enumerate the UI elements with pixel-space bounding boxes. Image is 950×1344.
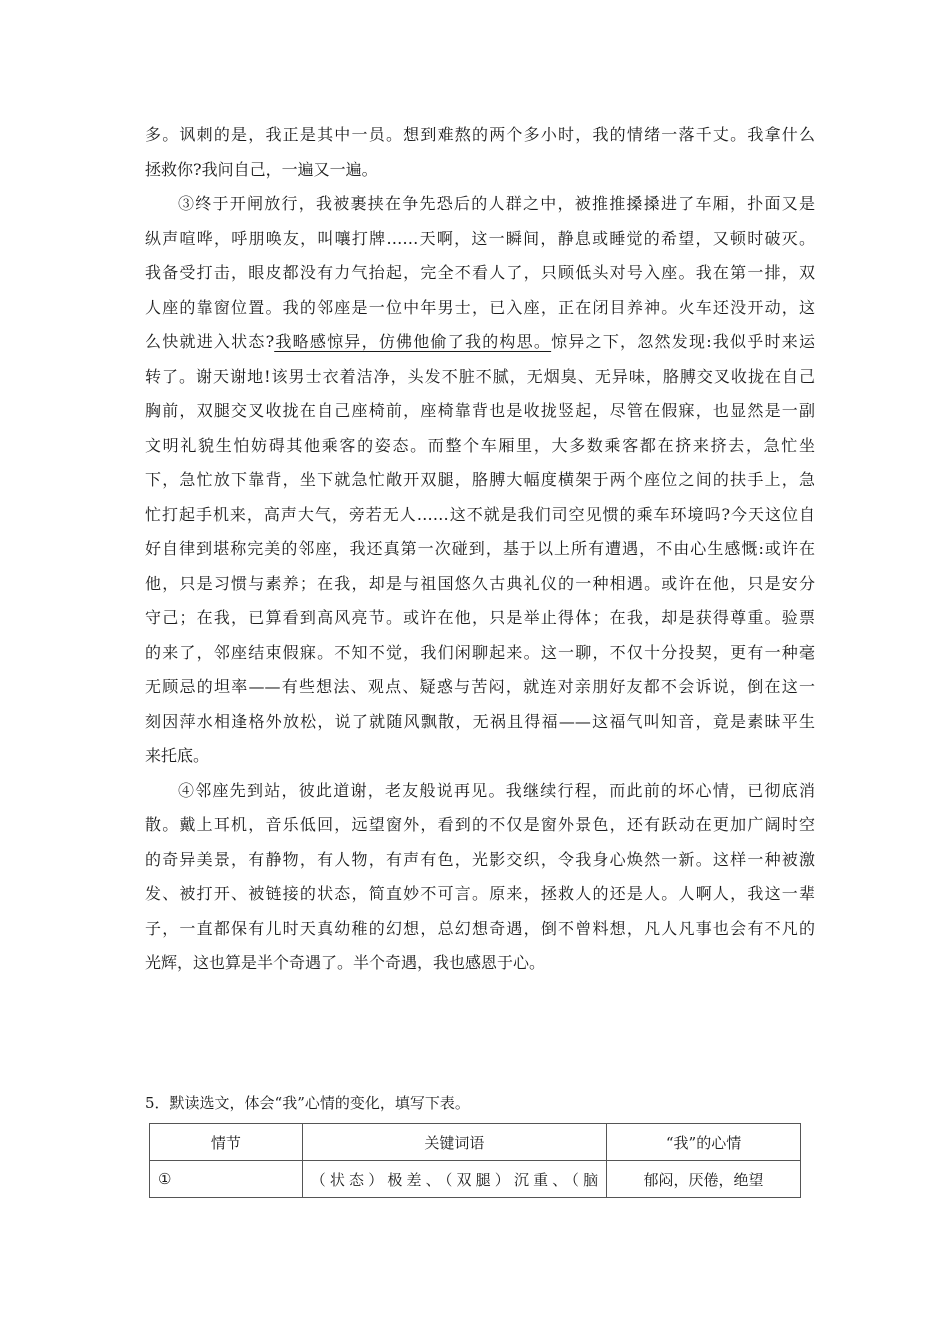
passage-line: 好自律到堪称完美的邻座，我还真第一次碰到，基于以上所有遭遇，不由心生感慨:或许在 bbox=[145, 539, 815, 558]
question-prompt: 5．默读选文，体会“我”心情的变化，填写下表。 bbox=[145, 1094, 470, 1112]
passage-line: 散。戴上耳机，音乐低回，远望窗外，看到的不仅是窗外景色，还有跃动在更加广阔时空 bbox=[145, 815, 815, 834]
header-mood: “我”的心情 bbox=[607, 1124, 801, 1161]
passage-line: 光辉，这也算是半个奇遇了。半个奇遇，我也感恩于心。 bbox=[145, 953, 546, 972]
passage-line: 多。讽刺的是，我正是其中一员。想到难熬的两个多小时，我的情绪一落千丈。我拿什么 bbox=[145, 125, 815, 144]
passage-segment: 么快就进入状态? bbox=[145, 332, 275, 351]
passage-line: 守己；在我，已算看到高风亮节。或许在他，只是举止得体；在我，却是获得尊重。验票 bbox=[145, 608, 815, 627]
passage-line: 转了。谢天谢地!该男士衣着洁净，头发不脏不腻，无烟臭、无异味，胳膊交叉收拢在自己 bbox=[145, 366, 815, 386]
passage-line: 发、被打开、被链接的状态，简直妙不可言。原来，拯救人的还是人。人啊人，我这一辈 bbox=[145, 884, 815, 903]
header-plot: 情节 bbox=[150, 1124, 303, 1161]
passage-line: 我备受打击，眼皮都没有力气抬起，完全不看人了，只顾低头对号入座。我在第一排，双 bbox=[145, 263, 815, 282]
reading-passage bbox=[145, 118, 815, 981]
passage-line: ④邻座先到站，彼此道谢，老友般说再见。我继续行程，而此前的坏心情，已彻底消 bbox=[178, 780, 815, 800]
underlined-sentence: 我略感惊异，仿佛他偷了我的构思。 bbox=[274, 332, 552, 351]
passage-line: 的奇异美景，有静物，有人物，有声有色，光影交织，令我身心焕然一新。这样一种被激 bbox=[145, 849, 815, 869]
passage-line: 他，只是习惯与素养；在我，却是与祖国悠久古典礼仪的一种相遇。或许在他，只是安分 bbox=[145, 573, 815, 593]
answer-table bbox=[149, 1123, 801, 1198]
passage-line: 刻因萍水相逢格外放松，说了就随风飘散，无祸且得福——这福气叫知音，竟是素昧平生 bbox=[145, 711, 815, 731]
passage-line: 下，急忙放下靠背，坐下就急忙敞开双腿，胳膊大幅度横架于两个座位之间的扶手上，急 bbox=[145, 470, 815, 489]
passage-line: 无顾忌的坦率——有些想法、观点、疑惑与苦闷，就连对亲朋好友都不会诉说，倒在这一 bbox=[145, 677, 815, 696]
cell-mood: 郁闷，厌倦，绝望 bbox=[607, 1161, 801, 1198]
passage-line-with-underline bbox=[145, 325, 815, 360]
passage-line: 拯救你?我问自己，一遍又一遍。 bbox=[145, 159, 378, 179]
cell-keywords: （状态）极差、（双腿）沉重、（脑 bbox=[302, 1161, 606, 1198]
passage-line: 人座的靠窗位置。我的邻座是一位中年男士，已入座，正在闭目养神。火车还没开动，这 bbox=[145, 297, 815, 317]
passage-line: 文明礼貌生怕妨碍其他乘客的姿态。而整个车厢里，大多数乘客都在挤来挤去，急忙坐 bbox=[145, 435, 815, 455]
passage-line: 纵声喧哗，呼朋唤友，叫嚷打牌……天啊，这一瞬间，静息或睡觉的希望，又顿时破灭。 bbox=[145, 228, 815, 248]
passage-line: ③终于开闸放行，我被裹挟在争先恐后的人群之中，被推推搡搡进了车厢，扑面又是 bbox=[178, 194, 815, 213]
cell-plot: ① bbox=[150, 1161, 303, 1198]
passage-segment: 惊异之下，忽然发现:我似乎时来运 bbox=[551, 332, 815, 351]
passage-line: 子，一直都保有儿时天真幼稚的幻想，总幻想奇遇，倒不曾料想，凡人凡事也会有不凡的 bbox=[145, 918, 815, 938]
header-keywords: 关键词语 bbox=[302, 1124, 606, 1161]
passage-line: 忙打起手机来，高声大气，旁若无人……这不就是我们司空见惯的乘车环境吗?今天这位自 bbox=[145, 504, 815, 524]
passage-line: 的来了，邻座结束假寐。不知不觉，我们闲聊起来。这一聊，不仅十分投契，更有一种毫 bbox=[145, 642, 815, 662]
passage-line: 来托底。 bbox=[145, 746, 210, 765]
table-header-row bbox=[150, 1124, 801, 1161]
passage-line: 胸前，双腿交叉收拢在自己座椅前，座椅靠背也是收拢竖起，尽管在假寐，也显然是一副 bbox=[145, 401, 815, 420]
table-row bbox=[150, 1161, 801, 1198]
